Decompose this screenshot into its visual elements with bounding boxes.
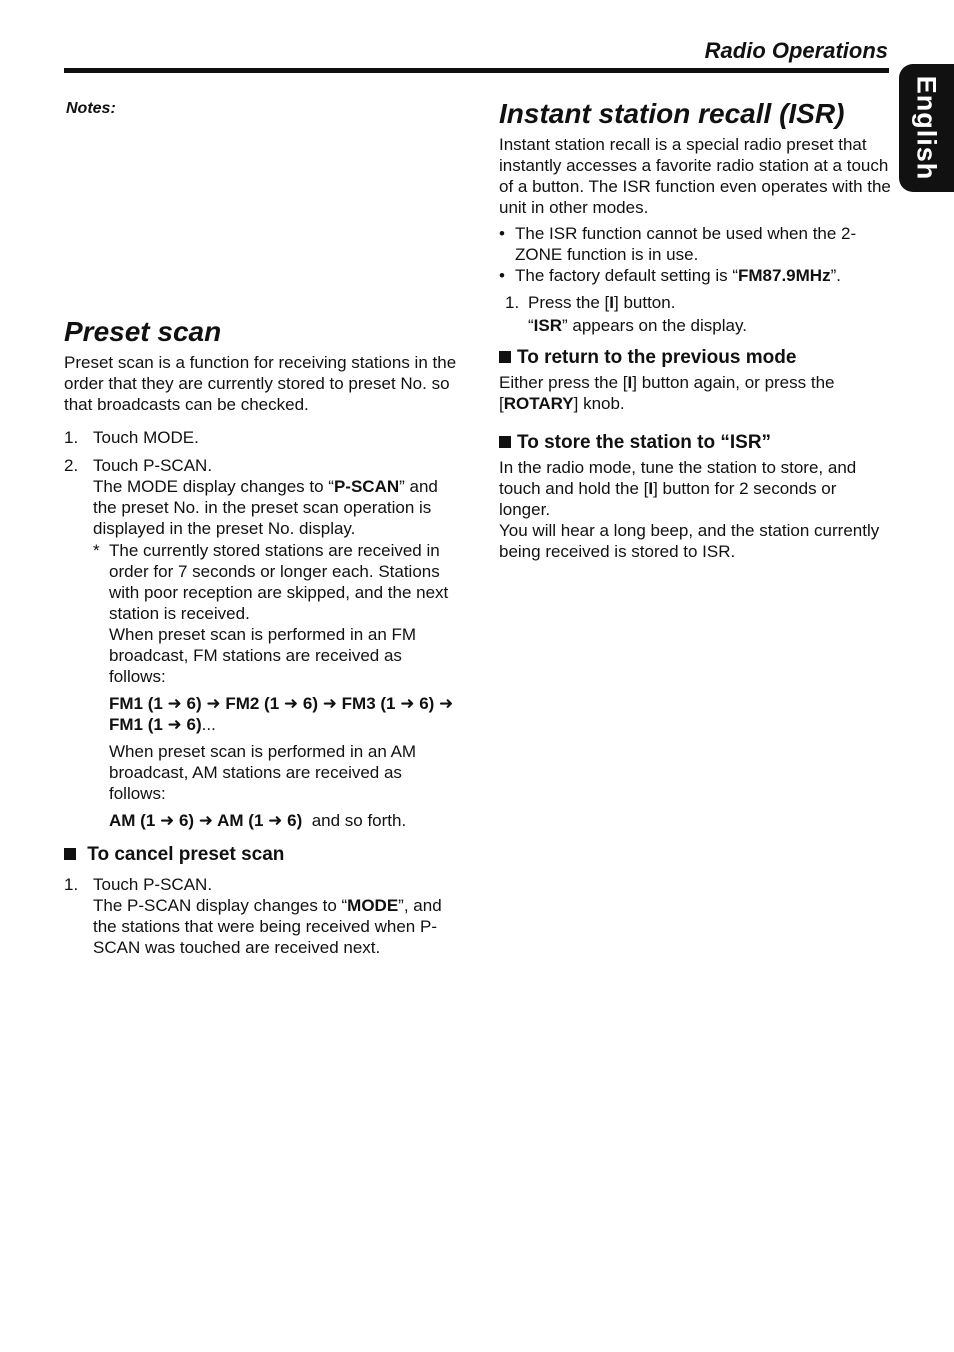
note-text-fm: When preset scan is performed in an FM broadcast, FM stations are received as follows: — [109, 625, 417, 686]
notes-label: Notes: — [66, 100, 116, 117]
am-sequence: AM (1 ➜ 6) ➜ AM (1 ➜ 6) and so forth. — [109, 811, 407, 830]
step-2 — [64, 455, 459, 831]
square-bullet-icon — [499, 351, 511, 363]
fm-sequence: FM1 (1 ➜ 6) ➜ FM2 (1 ➜ 6) ➜ FM3 (1 ➜ 6) ➜ FM1 (1 ➜ 6)... — [109, 694, 454, 734]
step-1 — [64, 427, 459, 448]
preset-scan-title: Preset scan — [64, 316, 222, 347]
cancel-step-1 — [64, 874, 459, 958]
step-detail: “ISR” appears on the display. — [528, 316, 747, 335]
return-heading: To return to the previous mode — [499, 346, 891, 370]
asterisk-mark: * — [93, 541, 100, 560]
step-detail: The MODE display changes to “P-SCAN” and the preset No. in the preset scan operation is displayed in the preset No. display. — [93, 477, 438, 538]
isr-section — [499, 94, 891, 562]
store-text-2: You will hear a long beep, and the station currently being received is stored to ISR. — [499, 521, 880, 561]
note-star — [93, 540, 459, 831]
step-text: Touch P-SCAN. — [93, 456, 213, 475]
preset-scan-section — [64, 312, 459, 958]
language-tab-label: English — [911, 75, 942, 181]
bullet-item — [499, 265, 891, 286]
step-detail: The P-SCAN display changes to “MODE”, and the stations that were being received when P-SCAN was touched are received next. — [93, 896, 442, 957]
bullet-item — [499, 223, 891, 265]
bullet-text: The factory default setting is “FM87.9MHz”. — [515, 266, 841, 285]
note-text: The currently stored stations are received in order for 7 seconds or longer each. Stations with poor reception are skipped, and the next station is received. — [109, 541, 449, 623]
step-number: 2. — [64, 456, 79, 475]
header-rule — [64, 68, 889, 73]
cancel-preset-scan-heading: To cancel preset scan — [64, 843, 459, 867]
step-text: Touch MODE. — [93, 428, 199, 447]
note-text-am: When preset scan is performed in an AM broadcast, AM stations are received as follows: — [109, 742, 417, 803]
bullet-mark: • — [499, 266, 505, 285]
square-bullet-icon — [64, 848, 76, 860]
store-text: In the radio mode, tune the station to store, and touch and hold the [I] button for 2 seconds or longer. — [499, 458, 857, 519]
square-bullet-icon — [499, 436, 511, 448]
bullet-mark: • — [499, 224, 505, 243]
step-text: Touch P-SCAN. — [93, 875, 213, 894]
return-text: Either press the [I] button again, or press the [ROTARY] knob. — [499, 373, 835, 413]
bullet-text: The ISR function cannot be used when the 2-ZONE function is in use. — [515, 224, 857, 264]
isr-title: Instant station recall (ISR) — [499, 98, 845, 129]
language-tab — [899, 64, 954, 192]
isr-step-1 — [505, 292, 891, 336]
step-number: 1. — [64, 875, 79, 894]
section-title: Radio Operations — [704, 38, 888, 63]
store-heading: To store the station to “ISR” — [499, 431, 891, 455]
step-number: 1. — [505, 293, 520, 312]
step-number: 1. — [64, 428, 79, 447]
preset-scan-intro: Preset scan is a function for receiving stations in the order that they are currently stored to preset No. so that broadcasts can be checked. — [64, 353, 457, 414]
isr-intro: Instant station recall is a special radio preset that instantly accesses a favorite radio station at a touch of a button. The ISR function even operates with the unit in other modes. — [499, 135, 891, 217]
step-text: Press the [I] button. — [528, 293, 676, 312]
